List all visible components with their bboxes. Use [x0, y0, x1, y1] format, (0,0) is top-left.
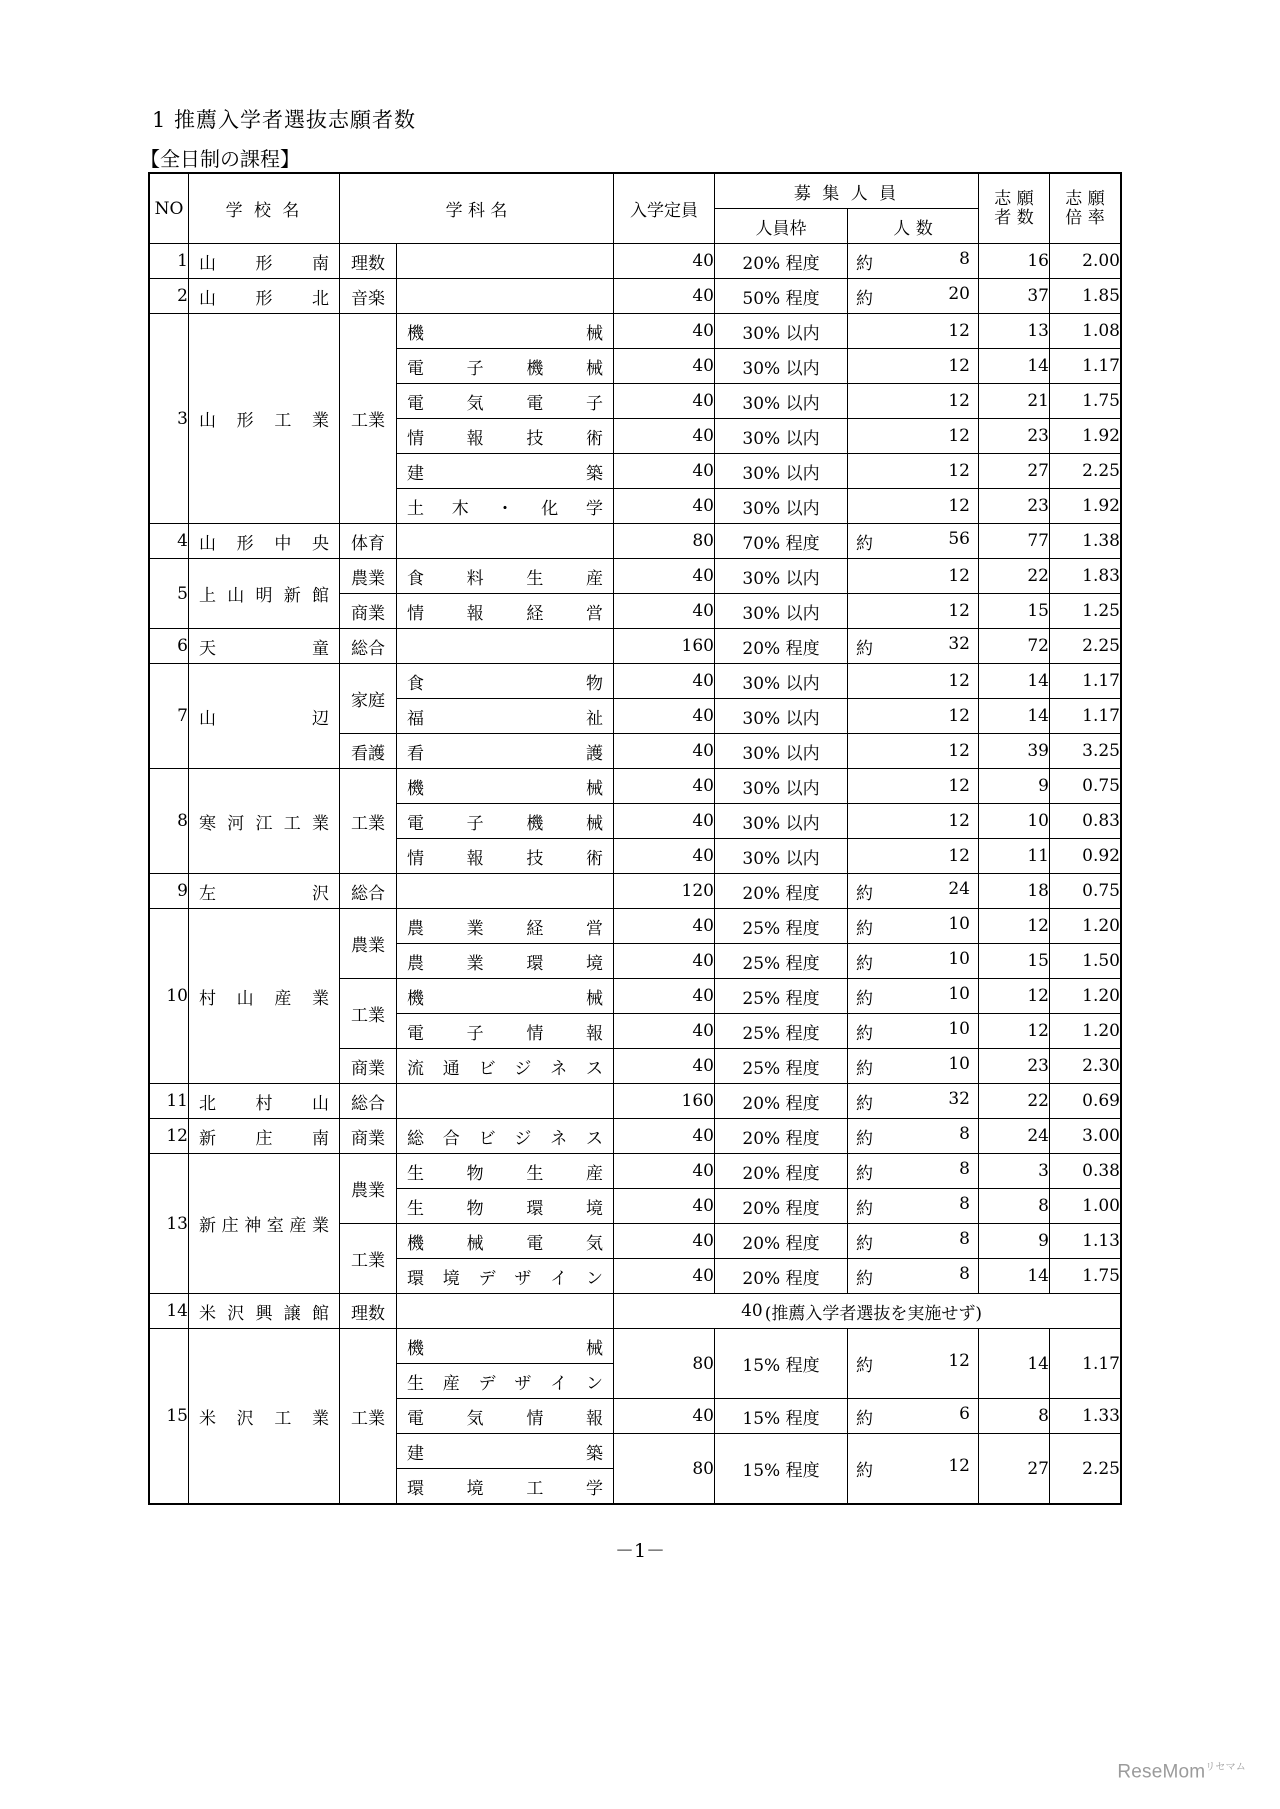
col-ratio-line1: 志 願 — [1065, 188, 1105, 209]
cell-course: 電 子 機 械 — [397, 804, 614, 839]
cell-frame: 20% 程度 — [715, 1119, 848, 1154]
cell-count: 約 56 — [848, 524, 979, 559]
cell-count: 12 — [848, 804, 979, 839]
cell-frame: 30% 以内 — [715, 699, 848, 734]
cell-applicants: 14 — [979, 349, 1050, 384]
cell-ratio: 0.75 — [1050, 874, 1122, 909]
cell-school: 新 庄 南 — [189, 1119, 340, 1154]
cell-no: 11 — [149, 1084, 189, 1119]
cell-frame: 15% 程度 — [715, 1399, 848, 1434]
cell-course: 生 物 環 境 — [397, 1189, 614, 1224]
cell-applicants: 37 — [979, 279, 1050, 314]
cell-applicants: 14 — [979, 664, 1050, 699]
cell-ratio: 0.92 — [1050, 839, 1122, 874]
cell-applicants: 14 — [979, 1259, 1050, 1294]
table-row — [149, 559, 1121, 594]
cell-dept: 工業 — [340, 1224, 397, 1294]
watermark-text: ReseMom — [1117, 1761, 1206, 1782]
table-header-row-1 — [149, 173, 1121, 209]
cell-capacity: 40 — [614, 734, 715, 769]
cell-ratio: 3.25 — [1050, 734, 1122, 769]
cell-capacity: 160 — [614, 629, 715, 664]
cell-count: 約 24 — [848, 874, 979, 909]
cell-frame: 30% 以内 — [715, 349, 848, 384]
cell-applicants: 22 — [979, 559, 1050, 594]
cell-frame: 25% 程度 — [715, 979, 848, 1014]
cell-count: 12 — [848, 769, 979, 804]
cell-school: 山 形 工 業 — [189, 314, 340, 524]
cell-dept: 商業 — [340, 1119, 397, 1154]
cell-count: 12 — [848, 419, 979, 454]
cell-no: 15 — [149, 1329, 189, 1505]
col-course: 学 科 名 — [340, 173, 614, 244]
cell-no: 4 — [149, 524, 189, 559]
cell-dept: 農業 — [340, 1154, 397, 1224]
cell-count: 12 — [848, 489, 979, 524]
cell-frame: 30% 以内 — [715, 734, 848, 769]
col-count: 人 数 — [848, 209, 979, 244]
cell-school: 山 形 中 央 — [189, 524, 340, 559]
cell-applicants: 8 — [979, 1189, 1050, 1224]
applicants-table — [148, 172, 1122, 1505]
cell-ratio: 1.20 — [1050, 909, 1122, 944]
cell-count: 約 10 — [848, 909, 979, 944]
cell-school: 新 庄 神 室 産 業 — [189, 1154, 340, 1294]
cell-ratio: 2.25 — [1050, 1434, 1122, 1505]
cell-capacity: 40 — [614, 944, 715, 979]
cell-applicants: 14 — [979, 1329, 1050, 1399]
table-row — [149, 629, 1121, 664]
cell-course: 機 械 — [397, 979, 614, 1014]
cell-no: 12 — [149, 1119, 189, 1154]
cell-no: 10 — [149, 909, 189, 1084]
cell-course — [397, 1084, 614, 1119]
cell-dept: 理数 — [340, 244, 397, 279]
table-row — [149, 874, 1121, 909]
cell-capacity: 40 — [614, 1049, 715, 1084]
cell-course: 環 境 デ ザ イ ン — [397, 1259, 614, 1294]
cell-dept: 総合 — [340, 1084, 397, 1119]
cell-count: 約 8 — [848, 244, 979, 279]
cell-capacity: 80 — [614, 524, 715, 559]
cell-course: 生 産 デ ザ イ ン — [397, 1364, 614, 1399]
table-row — [149, 1084, 1121, 1119]
cell-ratio: 1.85 — [1050, 279, 1122, 314]
cell-applicants: 21 — [979, 384, 1050, 419]
cell-frame: 20% 程度 — [715, 1189, 848, 1224]
page-title: 1 推薦入学者選抜志願者数 — [152, 108, 417, 132]
col-capacity: 入学定員 — [614, 173, 715, 244]
cell-course: 環 境 工 学 — [397, 1469, 614, 1505]
cell-capacity: 40 — [614, 769, 715, 804]
cell-school: 寒 河 江 工 業 — [189, 769, 340, 874]
table-header — [149, 173, 1121, 244]
cell-ratio: 1.25 — [1050, 594, 1122, 629]
cell-course: 情 報 技 術 — [397, 839, 614, 874]
cell-dept: 体育 — [340, 524, 397, 559]
cell-dept: 農業 — [340, 909, 397, 979]
cell-ratio: 1.38 — [1050, 524, 1122, 559]
cell-count: 12 — [848, 664, 979, 699]
page-number: －1－ — [614, 1540, 666, 1562]
cell-dept: 工業 — [340, 769, 397, 874]
cell-applicants: 11 — [979, 839, 1050, 874]
cell-applicants: 8 — [979, 1399, 1050, 1434]
cell-ratio: 1.20 — [1050, 979, 1122, 1014]
cell-school: 米 沢 工 業 — [189, 1329, 340, 1505]
table-row — [149, 1154, 1121, 1189]
cell-no: 7 — [149, 664, 189, 769]
cell-course: 情 報 経 営 — [397, 594, 614, 629]
cell-count: 約 10 — [848, 1014, 979, 1049]
cell-applicants: 12 — [979, 909, 1050, 944]
cell-course — [397, 874, 614, 909]
cell-capacity: 40 — [614, 594, 715, 629]
cell-school: 米 沢 興 譲 館 — [189, 1294, 340, 1329]
cell-count: 12 — [848, 454, 979, 489]
cell-applicants: 12 — [979, 1014, 1050, 1049]
cell-course: 生 物 生 産 — [397, 1154, 614, 1189]
cell-course: 機 械 — [397, 769, 614, 804]
cell-course — [397, 279, 614, 314]
table-row — [149, 279, 1121, 314]
cell-ratio: 2.25 — [1050, 629, 1122, 664]
cell-ratio: 1.08 — [1050, 314, 1122, 349]
table-row — [149, 314, 1121, 349]
cell-dept: 看護 — [340, 734, 397, 769]
cell-ratio: 1.33 — [1050, 1399, 1122, 1434]
cell-applicants: 22 — [979, 1084, 1050, 1119]
cell-ratio: 1.92 — [1050, 489, 1122, 524]
watermark — [1117, 1758, 1246, 1783]
cell-no: 2 — [149, 279, 189, 314]
cell-frame: 20% 程度 — [715, 244, 848, 279]
cell-ratio: 1.75 — [1050, 1259, 1122, 1294]
cell-frame: 20% 程度 — [715, 1259, 848, 1294]
cell-frame: 30% 以内 — [715, 769, 848, 804]
cell-capacity: 40 — [614, 419, 715, 454]
cell-frame: 25% 程度 — [715, 909, 848, 944]
cell-count: 約 32 — [848, 629, 979, 664]
cell-frame: 20% 程度 — [715, 629, 848, 664]
cell-ratio: 0.75 — [1050, 769, 1122, 804]
cell-frame: 50% 程度 — [715, 279, 848, 314]
cell-ratio: 1.92 — [1050, 419, 1122, 454]
cell-count: 約 10 — [848, 1049, 979, 1084]
cell-course: 機 械 — [397, 314, 614, 349]
cell-dept: 理数 — [340, 1294, 397, 1329]
cell-course: 土 木 ・ 化 学 — [397, 489, 614, 524]
cell-count: 12 — [848, 839, 979, 874]
cell-ratio: 1.17 — [1050, 699, 1122, 734]
cell-count: 約 8 — [848, 1224, 979, 1259]
cell-frame: 30% 以内 — [715, 664, 848, 699]
cell-applicants: 18 — [979, 874, 1050, 909]
cell-course — [397, 524, 614, 559]
cell-applicants: 27 — [979, 1434, 1050, 1505]
cell-no: 13 — [149, 1154, 189, 1294]
cell-capacity: 80 — [614, 1329, 715, 1399]
col-ratio — [1050, 173, 1122, 244]
cell-ratio: 0.38 — [1050, 1154, 1122, 1189]
cell-course: 機 械 — [397, 1329, 614, 1364]
cell-course: 農 業 環 境 — [397, 944, 614, 979]
cell-school: 山 形 北 — [189, 279, 340, 314]
cell-course — [397, 629, 614, 664]
cell-dept: 音楽 — [340, 279, 397, 314]
table-body — [149, 244, 1121, 1505]
cell-course: 食 物 — [397, 664, 614, 699]
cell-no: 6 — [149, 629, 189, 664]
cell-applicants: 23 — [979, 419, 1050, 454]
cell-ratio: 1.17 — [1050, 664, 1122, 699]
cell-applicants: 23 — [979, 1049, 1050, 1084]
cell-frame: 15% 程度 — [715, 1434, 848, 1505]
section-subtitle: 【全日制の課程】 — [140, 147, 300, 171]
cell-ratio: 1.00 — [1050, 1189, 1122, 1224]
cell-capacity: 80 — [614, 1434, 715, 1505]
col-recruit: 募 集 人 員 — [715, 173, 979, 209]
cell-capacity: 40 — [614, 979, 715, 1014]
cell-no: 14 — [149, 1294, 189, 1329]
cell-course: 機 械 電 気 — [397, 1224, 614, 1259]
cell-course: 農 業 経 営 — [397, 909, 614, 944]
cell-frame: 20% 程度 — [715, 1084, 848, 1119]
cell-no: 8 — [149, 769, 189, 874]
table-row — [149, 1329, 1121, 1364]
cell-count: 約 20 — [848, 279, 979, 314]
cell-applicants: 9 — [979, 1224, 1050, 1259]
cell-frame: 25% 程度 — [715, 1014, 848, 1049]
cell-ratio: 2.25 — [1050, 454, 1122, 489]
cell-applicants: 24 — [979, 1119, 1050, 1154]
cell-capacity: 40 — [614, 1154, 715, 1189]
cell-applicants: 9 — [979, 769, 1050, 804]
cell-course — [397, 244, 614, 279]
cell-ratio: 1.75 — [1050, 384, 1122, 419]
cell-capacity: 40 — [614, 1399, 715, 1434]
table-row — [149, 664, 1121, 699]
cell-applicants: 23 — [979, 489, 1050, 524]
cell-dept: 家庭 — [340, 664, 397, 734]
cell-capacity: 40 — [614, 699, 715, 734]
cell-ratio: 0.69 — [1050, 1084, 1122, 1119]
cell-dept: 工業 — [340, 979, 397, 1049]
cell-ratio: 1.17 — [1050, 1329, 1122, 1399]
cell-capacity: 160 — [614, 1084, 715, 1119]
cell-count: 12 — [848, 594, 979, 629]
cell-no: 3 — [149, 314, 189, 524]
cell-course: 流 通 ビ ジ ネ ス — [397, 1049, 614, 1084]
cell-school: 上 山 明 新 館 — [189, 559, 340, 629]
cell-course: 電 気 電 子 — [397, 384, 614, 419]
cell-ratio: 2.00 — [1050, 244, 1122, 279]
cell-course: 電 子 情 報 — [397, 1014, 614, 1049]
cell-capacity: 40 — [614, 839, 715, 874]
cell-count: 12 — [848, 349, 979, 384]
cell-course: 建 築 — [397, 1434, 614, 1469]
cell-applicants: 77 — [979, 524, 1050, 559]
cell-count: 約 8 — [848, 1119, 979, 1154]
cell-count: 12 — [848, 314, 979, 349]
cell-capacity: 40 — [614, 314, 715, 349]
cell-course: 看 護 — [397, 734, 614, 769]
cell-count: 12 — [848, 384, 979, 419]
cell-frame: 30% 以内 — [715, 314, 848, 349]
table-row-note — [149, 1294, 1121, 1329]
cell-school: 村 山 産 業 — [189, 909, 340, 1084]
cell-ratio: 3.00 — [1050, 1119, 1122, 1154]
table-row — [149, 1119, 1121, 1154]
cell-frame: 30% 以内 — [715, 559, 848, 594]
cell-count: 約 32 — [848, 1084, 979, 1119]
cell-school: 山 形 南 — [189, 244, 340, 279]
cell-frame: 25% 程度 — [715, 944, 848, 979]
cell-course: 総 合 ビ ジ ネ ス — [397, 1119, 614, 1154]
cell-no: 9 — [149, 874, 189, 909]
cell-ratio: 0.83 — [1050, 804, 1122, 839]
cell-capacity: 40 — [614, 909, 715, 944]
table-row — [149, 769, 1121, 804]
cell-note: 40 (推薦入学者選抜を実施せず) — [614, 1294, 1122, 1329]
col-frame: 人員枠 — [715, 209, 848, 244]
cell-applicants: 39 — [979, 734, 1050, 769]
cell-frame: 20% 程度 — [715, 874, 848, 909]
cell-count: 約 8 — [848, 1154, 979, 1189]
cell-course: 福 祉 — [397, 699, 614, 734]
cell-dept: 総合 — [340, 874, 397, 909]
cell-capacity: 40 — [614, 1119, 715, 1154]
cell-capacity: 40 — [614, 489, 715, 524]
cell-applicants: 13 — [979, 314, 1050, 349]
cell-applicants: 14 — [979, 699, 1050, 734]
table-row — [149, 524, 1121, 559]
cell-frame: 20% 程度 — [715, 1224, 848, 1259]
cell-applicants: 3 — [979, 1154, 1050, 1189]
cell-dept: 商業 — [340, 1049, 397, 1084]
col-school: 学 校 名 — [189, 173, 340, 244]
cell-count: 約 12 — [848, 1329, 979, 1399]
cell-dept: 工業 — [340, 1329, 397, 1505]
cell-frame: 15% 程度 — [715, 1329, 848, 1399]
cell-course: 情 報 技 術 — [397, 419, 614, 454]
col-applicants-line2: 者 数 — [994, 207, 1034, 228]
table-row — [149, 909, 1121, 944]
cell-capacity: 40 — [614, 664, 715, 699]
cell-no: 1 — [149, 244, 189, 279]
cell-ratio: 1.20 — [1050, 1014, 1122, 1049]
cell-applicants: 16 — [979, 244, 1050, 279]
cell-count: 約 8 — [848, 1189, 979, 1224]
cell-capacity: 40 — [614, 1224, 715, 1259]
cell-count: 約 8 — [848, 1259, 979, 1294]
cell-dept: 商業 — [340, 594, 397, 629]
col-no: NO — [149, 173, 189, 244]
cell-capacity: 40 — [614, 244, 715, 279]
cell-ratio: 2.30 — [1050, 1049, 1122, 1084]
cell-count: 約 12 — [848, 1434, 979, 1505]
cell-capacity: 40 — [614, 454, 715, 489]
cell-count: 約 10 — [848, 979, 979, 1014]
cell-course: 電 気 情 報 — [397, 1399, 614, 1434]
cell-ratio: 1.17 — [1050, 349, 1122, 384]
cell-applicants: 10 — [979, 804, 1050, 839]
cell-capacity: 40 — [614, 279, 715, 314]
cell-ratio: 1.83 — [1050, 559, 1122, 594]
cell-dept: 総合 — [340, 629, 397, 664]
cell-frame: 30% 以内 — [715, 594, 848, 629]
cell-frame: 30% 以内 — [715, 804, 848, 839]
watermark-sup: リセマム — [1205, 1761, 1246, 1773]
cell-school: 山 辺 — [189, 664, 340, 769]
cell-count: 12 — [848, 559, 979, 594]
cell-frame: 30% 以内 — [715, 419, 848, 454]
cell-frame: 20% 程度 — [715, 1154, 848, 1189]
col-applicants-line1: 志 願 — [994, 188, 1034, 209]
cell-capacity: 40 — [614, 804, 715, 839]
cell-frame: 30% 以内 — [715, 454, 848, 489]
cell-frame: 25% 程度 — [715, 1049, 848, 1084]
cell-no: 5 — [149, 559, 189, 629]
cell-capacity: 40 — [614, 1014, 715, 1049]
cell-frame: 70% 程度 — [715, 524, 848, 559]
cell-ratio: 1.50 — [1050, 944, 1122, 979]
cell-school: 北 村 山 — [189, 1084, 340, 1119]
cell-dept: 農業 — [340, 559, 397, 594]
cell-frame: 30% 以内 — [715, 489, 848, 524]
cell-count: 12 — [848, 734, 979, 769]
cell-frame: 30% 以内 — [715, 384, 848, 419]
col-applicants — [979, 173, 1050, 244]
cell-school: 天 童 — [189, 629, 340, 664]
cell-applicants: 15 — [979, 944, 1050, 979]
cell-capacity: 120 — [614, 874, 715, 909]
cell-applicants: 27 — [979, 454, 1050, 489]
cell-school: 左 沢 — [189, 874, 340, 909]
cell-ratio: 1.13 — [1050, 1224, 1122, 1259]
cell-applicants: 15 — [979, 594, 1050, 629]
cell-count: 12 — [848, 699, 979, 734]
cell-capacity: 40 — [614, 1259, 715, 1294]
cell-count: 約 10 — [848, 944, 979, 979]
cell-course: 食 料 生 産 — [397, 559, 614, 594]
cell-capacity: 40 — [614, 1189, 715, 1224]
cell-capacity: 40 — [614, 559, 715, 594]
cell-capacity: 40 — [614, 349, 715, 384]
cell-dept: 工業 — [340, 314, 397, 524]
cell-course: 建 築 — [397, 454, 614, 489]
cell-frame: 30% 以内 — [715, 839, 848, 874]
col-ratio-line2: 倍 率 — [1065, 207, 1105, 228]
cell-applicants: 12 — [979, 979, 1050, 1014]
cell-course — [397, 1294, 614, 1329]
cell-course: 電 子 機 械 — [397, 349, 614, 384]
cell-applicants: 72 — [979, 629, 1050, 664]
table-row — [149, 244, 1121, 279]
cell-capacity: 40 — [614, 384, 715, 419]
cell-count: 約 6 — [848, 1399, 979, 1434]
